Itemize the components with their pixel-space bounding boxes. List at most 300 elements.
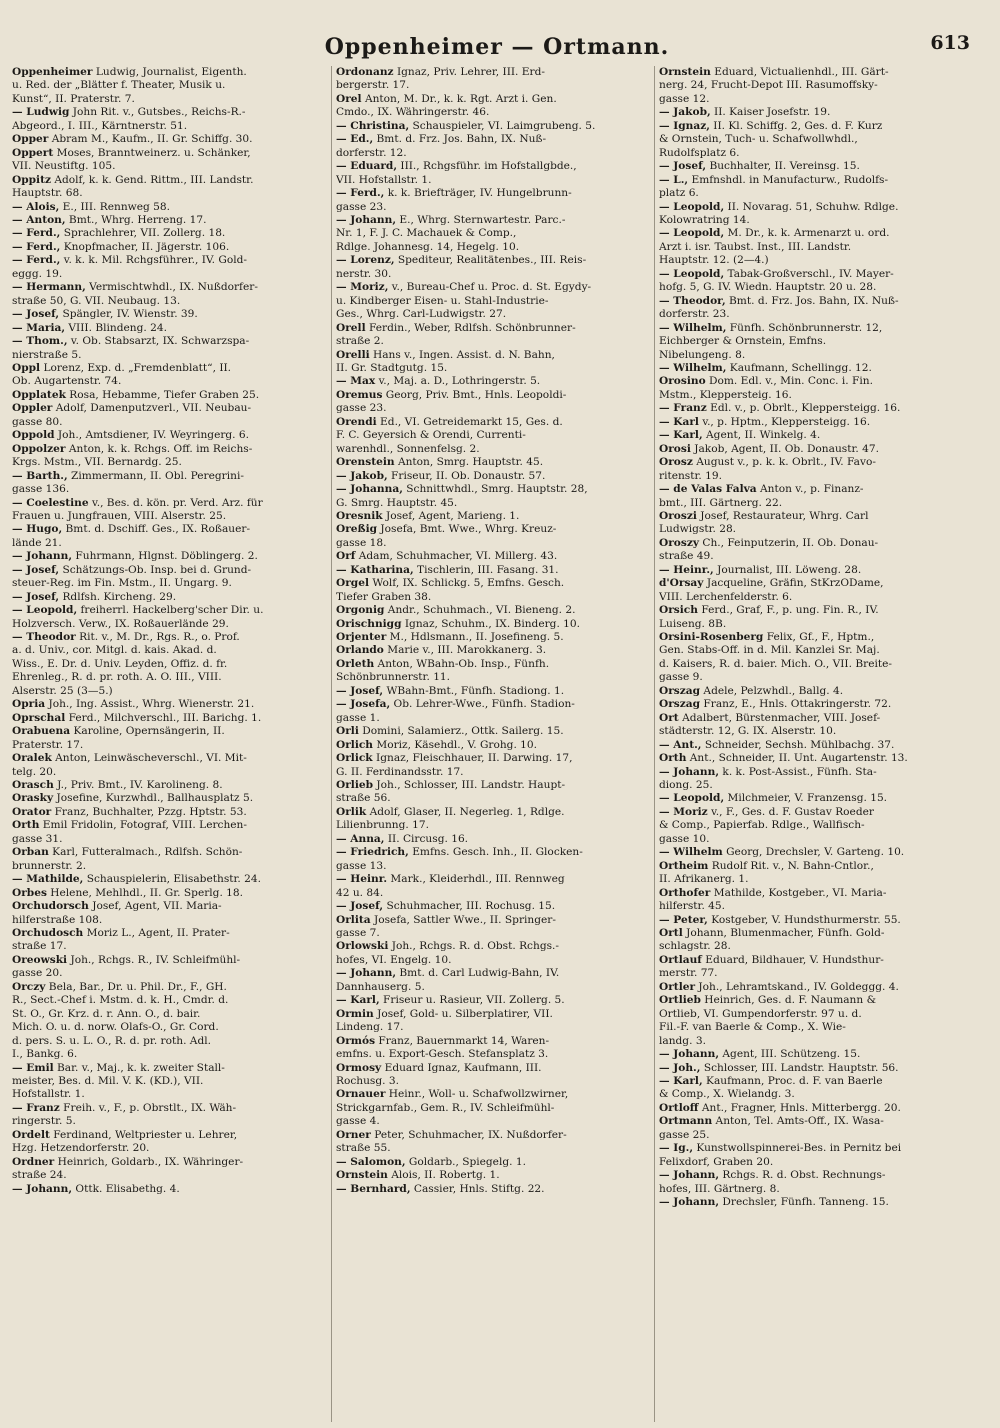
- entry-details: 42 u. 84.: [336, 886, 384, 899]
- entry-details: G. II. Ferdinandsstr. 17.: [336, 765, 464, 778]
- directory-entry: [12, 308, 327, 321]
- entry-details: Eduard, Bildhauer, V. Hundsthur-: [701, 953, 884, 966]
- entry-surname: Oppert: [12, 146, 54, 159]
- entry-details: Alois, II. Robertg. 1.: [387, 1169, 500, 1182]
- entry-details: gasse 7.: [336, 927, 380, 939]
- entry-surname: Orabuena: [12, 725, 71, 738]
- directory-entry-continuation: [659, 335, 973, 348]
- entry-details: Ges., Whrg. Carl-Ludwigstr. 27.: [336, 308, 507, 321]
- entry-details: M., Hdlsmann., II. Josefineng. 5.: [386, 631, 564, 644]
- directory-entry-continuation: [12, 456, 327, 469]
- entry-surname: — Bernhard,: [336, 1182, 411, 1195]
- entry-details: Joh., Rchgs. R., IV. Schleifmühl-: [67, 953, 241, 966]
- entry-details: emfns. u. Export-Gesch. Stefansplatz 3.: [336, 1048, 549, 1061]
- entry-surname: Ordner: [12, 1155, 55, 1168]
- entry-details: Fil.-F. van Baerle & Comp., X. Wie-: [659, 1021, 846, 1034]
- directory-entry: [659, 1115, 973, 1128]
- directory-entry: [12, 254, 327, 267]
- entry-details: Edl. v., p. Obrlt., Kleppersteigg. 16.: [706, 402, 901, 415]
- entry-details: hilferstraße 108.: [12, 913, 103, 926]
- directory-entry-continuation: [659, 1129, 973, 1142]
- entry-details: gasse 1.: [336, 711, 380, 724]
- entry-surname: — Alois,: [12, 200, 60, 213]
- directory-entry: [336, 698, 650, 711]
- directory-entry-continuation: [336, 712, 650, 725]
- directory-entry-continuation: [12, 618, 327, 631]
- directory-entry: [659, 362, 973, 375]
- directory-entry-continuation: [659, 658, 973, 671]
- entry-details: freiherrl. Hackelberg'scher Dir. u.: [77, 604, 264, 617]
- directory-entry: [659, 416, 973, 429]
- entry-surname: — Friedrich,: [336, 846, 409, 859]
- entry-details: Hans v., Ingen. Assist. d. N. Bahn,: [369, 348, 555, 361]
- directory-entry: [336, 254, 650, 267]
- directory-entry-continuation: [336, 1102, 650, 1115]
- directory-entry-continuation: [659, 671, 973, 684]
- entry-details: Andr., Schuhmach., VI. Bieneng. 2.: [384, 604, 576, 617]
- entry-details: straße 56.: [336, 792, 391, 805]
- directory-entry: [336, 160, 650, 173]
- directory-entry-continuation: [12, 93, 327, 106]
- entry-details: Emfnshdl. in Manufacturw., Rudolfs-: [688, 173, 889, 186]
- entry-surname: — Franz: [659, 402, 707, 415]
- entry-details: straße 50, G. VII. Neubaug. 13.: [12, 294, 181, 307]
- directory-entry: [12, 227, 327, 240]
- directory-entry-continuation: [659, 833, 973, 846]
- entry-surname: — Joh.,: [659, 1061, 701, 1074]
- entry-details: eggg. 19.: [12, 267, 63, 280]
- entry-surname: Orszag: [659, 684, 701, 697]
- entry-details: Schätzungs-Ob. Insp. bei d. Grund-: [59, 563, 252, 576]
- directory-entry: [659, 483, 973, 496]
- directory-entry-continuation: [336, 1115, 650, 1128]
- directory-entry: [659, 577, 973, 590]
- directory-entry-continuation: [336, 1021, 650, 1034]
- directory-entry: [12, 927, 327, 940]
- directory-entry: [12, 402, 327, 415]
- directory-entry-continuation: [336, 671, 650, 684]
- entry-surname: Orlik: [336, 805, 367, 818]
- entry-surname: — Josef,: [336, 684, 384, 697]
- entry-surname: Orenstein: [336, 456, 395, 469]
- entry-surname: — Ferd.,: [12, 240, 61, 253]
- directory-entry-continuation: [659, 281, 973, 294]
- entry-surname: — Max: [336, 375, 376, 388]
- entry-surname: — Christina,: [336, 119, 410, 132]
- directory-entry-continuation: [336, 497, 650, 510]
- directory-entry-continuation: [336, 429, 650, 442]
- entry-details: John Rit. v., Gutsbes., Reichs-R.-: [69, 106, 246, 119]
- directory-entry: [336, 1169, 650, 1182]
- entry-surname: — Johann,: [659, 1169, 720, 1182]
- directory-entry: [336, 214, 650, 227]
- directory-entry: [659, 160, 973, 173]
- entry-surname: — Theodor,: [659, 294, 726, 307]
- entry-surname: Opper: [12, 133, 49, 146]
- entry-surname: — Hermann,: [12, 281, 86, 294]
- directory-entry: [12, 631, 327, 644]
- directory-entry-continuation: [12, 1035, 327, 1048]
- directory-entry-continuation: [12, 510, 327, 523]
- entry-surname: Orth: [12, 819, 40, 832]
- entry-details: Mstm., Kleppersteig. 16.: [659, 388, 792, 401]
- entry-details: schlagstr. 28.: [659, 940, 731, 953]
- directory-entry-continuation: [659, 940, 973, 953]
- entry-surname: — Theodor: [12, 631, 76, 644]
- entry-details: Ant., Schneider, II. Unt. Augartenstr. 13.: [686, 752, 908, 765]
- entry-details: II. Gr. Stadtgutg. 15.: [336, 361, 448, 374]
- entry-surname: Oppl: [12, 361, 41, 374]
- directory-entry-continuation: [659, 1183, 973, 1196]
- directory-entry: [12, 1156, 327, 1169]
- directory-entry: [659, 456, 973, 469]
- entry-surname: Orthofer: [659, 886, 711, 899]
- entry-details: Krgs. Mstm., VII. Bernardg. 25.: [12, 456, 182, 469]
- directory-entry: [659, 954, 973, 967]
- entry-details: St. O., Gr. Krz. d. r. Ann. O., d. bair.: [12, 1007, 201, 1020]
- entry-details: Mark., Kleiderhdl., III. Rennweg: [387, 873, 565, 886]
- directory-entry: [12, 591, 327, 604]
- page-header: [8, 20, 986, 66]
- directory-entry-continuation: [12, 739, 327, 752]
- entry-surname: Orasch: [12, 779, 54, 792]
- directory-entry-continuation: [336, 268, 650, 281]
- directory-entry-continuation: [336, 227, 650, 240]
- entry-surname: Oresnik: [336, 509, 383, 522]
- entry-details: Eduard, Victualienhdl., III. Gärt-: [710, 66, 889, 78]
- entry-details: Anton, M. Dr., k. k. Rgt. Arzt i. Gen.: [361, 92, 557, 105]
- entry-details: VIII. Lerchenfelderstr. 6.: [659, 590, 793, 603]
- entry-surname: — Lorenz,: [336, 254, 395, 267]
- entry-details: Johann, Blumenmacher, Fünfh. Gold-: [682, 927, 885, 939]
- directory-entry-continuation: [12, 967, 327, 980]
- entry-surname: — Leopold,: [12, 604, 78, 617]
- entry-details: Ant., Fragner, Hnls. Mitterbergg. 20.: [698, 1101, 901, 1114]
- entry-surname: — Ferd.,: [12, 254, 61, 267]
- entry-surname: — Wilhelm,: [659, 321, 727, 334]
- entry-surname: — Josef,: [12, 590, 60, 603]
- entry-details: straße 49.: [659, 550, 714, 563]
- directory-entry: [659, 887, 973, 900]
- directory-entry: [336, 550, 650, 563]
- entry-surname: — Johann,: [12, 1182, 73, 1195]
- directory-entry-continuation: [12, 994, 327, 1007]
- entry-details: gasse 10.: [659, 832, 710, 845]
- entry-details: Eduard Ignaz, Kaufmann, III.: [381, 1061, 542, 1074]
- directory-entry-continuation: [336, 174, 650, 187]
- entry-details: nerstr. 30.: [336, 267, 392, 280]
- directory-entry-continuation: [12, 685, 327, 698]
- entry-details: gasse 12.: [659, 92, 710, 105]
- entry-details: J., Priv. Bmt., IV. Karolineng. 8.: [53, 779, 223, 792]
- entry-details: a. d. Univ., cor. Mitgl. d. kais. Akad. d.: [12, 644, 217, 657]
- entry-details: Wolf, IX. Schlickg. 5, Emfns. Gesch.: [368, 577, 565, 590]
- directory-entry: [12, 725, 327, 738]
- entry-details: Anton, Smrg. Hauptstr. 45.: [394, 456, 544, 469]
- entry-details: Abram M., Kaufm., II. Gr. Schiffg. 30.: [48, 133, 253, 146]
- directory-entry: [12, 900, 327, 913]
- directory-entry-continuation: [336, 201, 650, 214]
- entry-surname: Orlich: [336, 738, 374, 751]
- directory-entry-continuation: [12, 483, 327, 496]
- entry-details: Kunstwollspinnerei-Bes. in Pernitz bei: [693, 1142, 902, 1155]
- entry-details: Alserstr. 25 (3—5.): [12, 684, 113, 697]
- entry-details: & Comp., Papierfab. Rdlge., Wallfisch-: [659, 819, 865, 832]
- entry-details: Sprachlehrer, VII. Zollerg. 18.: [60, 227, 226, 240]
- entry-details: Bmt. d. Dschiff. Ges., IX. Roßauer-: [62, 523, 251, 536]
- entry-details: Kaufmann, Schellingg. 12.: [726, 361, 872, 374]
- entry-details: Drechsler, Fünfh. Tanneng. 15.: [719, 1196, 889, 1209]
- entry-details: Bmt. d. Frz. Jos. Bahn, IX. Nuß-: [725, 294, 899, 307]
- directory-entry: [659, 604, 973, 617]
- entry-details: Ludwigstr. 28.: [659, 523, 737, 536]
- directory-entry: [659, 981, 973, 994]
- directory-entry: [659, 443, 973, 456]
- directory-entry: [12, 698, 327, 711]
- entry-details: Felixdorf, Graben 20.: [659, 1155, 774, 1168]
- directory-entry: [12, 564, 327, 577]
- directory-entry: [659, 510, 973, 523]
- directory-entry-continuation: [659, 241, 973, 254]
- entry-details: R., Sect.-Chef i. Mstm. d. k. H., Cmdr. d.: [12, 994, 229, 1007]
- entry-details: Ferdin., Weber, Rdlfsh. Schönbrunner-: [365, 321, 576, 334]
- directory-entry: [336, 456, 650, 469]
- entry-surname: Orleth: [336, 657, 375, 670]
- entry-details: Arzt i. isr. Taubst. Inst., III. Landstr.: [659, 240, 852, 253]
- entry-details: dorferstr. 12.: [336, 146, 407, 159]
- entry-details: Moriz L., Agent, II. Prater-: [83, 927, 230, 939]
- directory-entry: [12, 846, 327, 859]
- entry-surname: — Coelestine: [12, 496, 89, 509]
- directory-entry: [659, 860, 973, 873]
- entry-details: Luiseng. 8B.: [659, 617, 727, 630]
- entry-details: u. Kindberger Eisen- u. Stahl-Industrie-: [336, 294, 549, 307]
- directory-entry: [336, 914, 650, 927]
- entry-details: warenhdl., Sonnenfelsg. 2.: [336, 442, 480, 455]
- entry-surname: — Karl,: [336, 994, 380, 1007]
- entry-details: Freih. v., F., p. Obrstlt., IX. Wäh-: [59, 1101, 237, 1114]
- directory-entry-continuation: [659, 187, 973, 200]
- directory-entry: [336, 739, 650, 752]
- entry-details: Ob. Lehrer-Wwe., Fünfh. Stadion-: [390, 698, 575, 711]
- directory-entry: [336, 187, 650, 200]
- entry-surname: Orchudorsch: [12, 900, 89, 913]
- entry-details: landg. 3.: [659, 1034, 706, 1047]
- entry-surname: Opria: [12, 698, 46, 711]
- entry-surname: Oppenheimer: [12, 66, 93, 78]
- entry-surname: Orszag: [659, 698, 701, 711]
- entry-details: Anton v., p. Finanz-: [756, 483, 864, 496]
- entry-surname: — Anna,: [336, 832, 385, 845]
- entry-surname: Orasky: [12, 792, 54, 805]
- directory-entry: [659, 739, 973, 752]
- entry-details: Georg, Drechsler, V. Garteng. 10.: [722, 846, 905, 859]
- directory-entry: [336, 470, 650, 483]
- directory-entry-continuation: [12, 671, 327, 684]
- directory-entry: [12, 443, 327, 456]
- entry-surname: Orsich: [659, 604, 698, 617]
- entry-surname: Ortlieb: [659, 994, 701, 1007]
- entry-details: Anton, WBahn-Ob. Insp., Fünfh.: [374, 657, 550, 670]
- entry-surname: — Barth.,: [12, 469, 68, 482]
- entry-details: v., Bes. d. kön. pr. Verd. Arz. für: [88, 496, 263, 509]
- entry-details: Praterstr. 17.: [12, 738, 84, 751]
- directory-entry-continuation: [336, 766, 650, 779]
- entry-surname: Ormosy: [336, 1061, 382, 1074]
- entry-details: straße 2.: [336, 335, 384, 348]
- entry-details: nierstraße 5.: [12, 348, 82, 361]
- directory-entry: [12, 819, 327, 832]
- directory-entry-continuation: [336, 819, 650, 832]
- entry-surname: Orendi: [336, 415, 377, 428]
- entry-details: Kostgeber, V. Hundsthurmerstr. 55.: [707, 913, 901, 926]
- entry-surname: Orli: [336, 725, 359, 738]
- entry-surname: — Ludwig: [12, 106, 70, 119]
- entry-details: Dom. Edl. v., Min. Conc. i. Fin.: [705, 375, 873, 388]
- entry-details: Milchmeier, V. Franzensg. 15.: [724, 792, 888, 805]
- directory-entry: [12, 389, 327, 402]
- entry-surname: — Mathilde,: [12, 873, 84, 886]
- directory-entry-continuation: [12, 1142, 327, 1155]
- entry-surname: Orosi: [659, 442, 691, 455]
- entry-surname: Orlowski: [336, 940, 389, 953]
- directory-entry: [336, 483, 650, 496]
- entry-details: telg. 20.: [12, 765, 57, 778]
- entry-surname: Ordelt: [12, 1128, 50, 1141]
- entry-details: Josef, Restaurateur, Whrg. Carl: [696, 509, 869, 522]
- directory-entry-continuation: [659, 254, 973, 267]
- directory-entry-continuation: [12, 914, 327, 927]
- entry-surname: — Ig.,: [659, 1142, 694, 1155]
- entry-surname: — Salomon,: [336, 1155, 406, 1168]
- directory-entry-continuation: [659, 725, 973, 738]
- entry-details: Schauspielerin, Elisabethstr. 24.: [83, 873, 261, 886]
- entry-details: Abgeord., I. III., Kärntnerstr. 51.: [12, 119, 188, 132]
- entry-details: Goldarb., Spiegelg. 1.: [405, 1155, 526, 1168]
- entry-details: v., Bureau-Chef u. Proc. d. St. Egydy-: [388, 281, 592, 294]
- directory-entry: [12, 281, 327, 294]
- directory-entry: [659, 106, 973, 119]
- directory-entry-continuation: [659, 591, 973, 604]
- directory-entry-continuation: [12, 766, 327, 779]
- entry-surname: — Ferd.,: [12, 227, 61, 240]
- entry-details: Joh., Ing. Assist., Whrg. Wienerstr. 21.: [45, 698, 255, 711]
- entry-details: Holzversch. Verw., IX. Roßauerlände 29.: [12, 617, 229, 630]
- entry-details: hofg. 5, G. IV. Wiedn. Hauptstr. 20 u. 28.: [659, 281, 877, 294]
- directory-entry: [659, 564, 973, 577]
- directory-entry-continuation: [659, 147, 973, 160]
- directory-entry-continuation: [12, 120, 327, 133]
- entry-details: Gen. Stabs-Off. in d. Mil. Kanzlei Sr. Maj.: [659, 644, 880, 657]
- directory-entry-continuation: [336, 106, 650, 119]
- directory-entry-continuation: [336, 308, 650, 321]
- entry-surname: Oreowski: [12, 953, 68, 966]
- entry-surname: — Johann,: [659, 765, 720, 778]
- column-right: [654, 66, 977, 1422]
- entry-details: Agent, III. Schützeng. 15.: [719, 1048, 861, 1061]
- directory-entry-continuation: [12, 833, 327, 846]
- entry-surname: Orner: [336, 1128, 371, 1141]
- entry-surname: Orosino: [659, 375, 706, 388]
- directory-entry: [659, 1142, 973, 1155]
- directory-entry: [12, 792, 327, 805]
- entry-details: Bela, Bar., Dr. u. Phil. Dr., F., GH.: [45, 980, 227, 993]
- entry-surname: — Karl,: [659, 429, 703, 442]
- directory-entry: [12, 214, 327, 227]
- entry-details: M. Dr., k. k. Armenarzt u. ord.: [724, 227, 890, 240]
- entry-surname: Ordonanz: [336, 66, 394, 78]
- entry-surname: Orator: [12, 805, 52, 818]
- directory-entry-continuation: [336, 295, 650, 308]
- entry-surname: Oppitz: [12, 173, 51, 186]
- entry-details: Rosa, Hebamme, Tiefer Graben 25.: [65, 388, 260, 401]
- directory-entry-continuation: [659, 349, 973, 362]
- directory-entry: [336, 416, 650, 429]
- entry-details: Ch., Feinputzerin, II. Ob. Donau-: [699, 536, 879, 549]
- entry-surname: Ortler: [659, 980, 696, 993]
- directory-entry-continuation: [659, 1035, 973, 1048]
- entry-surname: — Josef,: [12, 308, 60, 321]
- entry-details: k. k. Briefträger, IV. Hungelbrunn-: [384, 187, 572, 200]
- directory-entry-continuation: [336, 792, 650, 805]
- entry-details: Bmt., Whrg. Herreng. 17.: [65, 213, 207, 226]
- entry-surname: Orf: [336, 550, 356, 563]
- directory-entry-continuation: [659, 79, 973, 92]
- entry-details: Fünfh. Schönbrunnerstr. 12,: [726, 321, 883, 334]
- entry-details: Hauptstr. 68.: [12, 187, 83, 200]
- entry-details: gasse 20.: [12, 967, 63, 980]
- directory-entry-continuation: [659, 389, 973, 402]
- entry-details: Ignaz, Priv. Lehrer, III. Erd-: [393, 66, 545, 78]
- entry-surname: Orell: [336, 321, 366, 334]
- entry-details: Ferd., Milchverschl., III. Barichg. 1.: [65, 711, 262, 724]
- entry-details: Rdlfsh. Kircheng. 29.: [59, 590, 177, 603]
- directory-entry-continuation: [659, 93, 973, 106]
- entry-details: ritenstr. 19.: [659, 469, 722, 482]
- entry-surname: Oppolzer: [12, 442, 66, 455]
- entry-details: gasse 13.: [336, 859, 387, 872]
- directory-entry-continuation: [336, 1048, 650, 1061]
- directory-entry: [659, 698, 973, 711]
- directory-entry: [12, 752, 327, 765]
- entry-details: Lorenz, Exp. d. „Fremdenblatt“, II.: [40, 361, 232, 374]
- entry-details: platz 6.: [659, 187, 699, 200]
- entry-surname: — Josef,: [336, 900, 384, 913]
- directory-entry-continuation: [336, 362, 650, 375]
- directory-entry: [336, 631, 650, 644]
- directory-entry: [12, 1129, 327, 1142]
- entry-details: k. k. Post-Assist., Fünfh. Sta-: [719, 765, 877, 778]
- entry-details: Adolf, Damenputzverl., VII. Neubau-: [52, 402, 252, 415]
- entry-surname: Ortmann: [659, 1115, 713, 1128]
- directory-entry: [12, 147, 327, 160]
- directory-entry: [336, 658, 650, 671]
- entry-surname: Orgonig: [336, 604, 385, 617]
- entry-details: gasse 136.: [12, 483, 70, 496]
- entry-details: Ferd., Graf, F., p. ung. Fin. R., IV.: [697, 604, 879, 617]
- entry-details: II. Kaiser Josefstr. 19.: [710, 106, 831, 119]
- entry-surname: Ornauer: [336, 1088, 386, 1101]
- entry-surname: Oprschal: [12, 711, 66, 724]
- directory-entry: [659, 1102, 973, 1115]
- entry-details: Heinrich, Ges. d. F. Naumann &: [700, 994, 877, 1007]
- entry-surname: — de Valas Falva: [659, 483, 757, 496]
- directory-entry-continuation: [659, 214, 973, 227]
- entry-details: Frauen u. Jungfrauen, VIII. Alserstr. 25.: [12, 509, 227, 522]
- entry-details: Jakob, Agent, II. Ob. Donaustr. 47.: [690, 442, 879, 455]
- directory-entry-continuation: [12, 160, 327, 173]
- entry-details: Moriz, Käsehdl., V. Grohg. 10.: [373, 738, 538, 751]
